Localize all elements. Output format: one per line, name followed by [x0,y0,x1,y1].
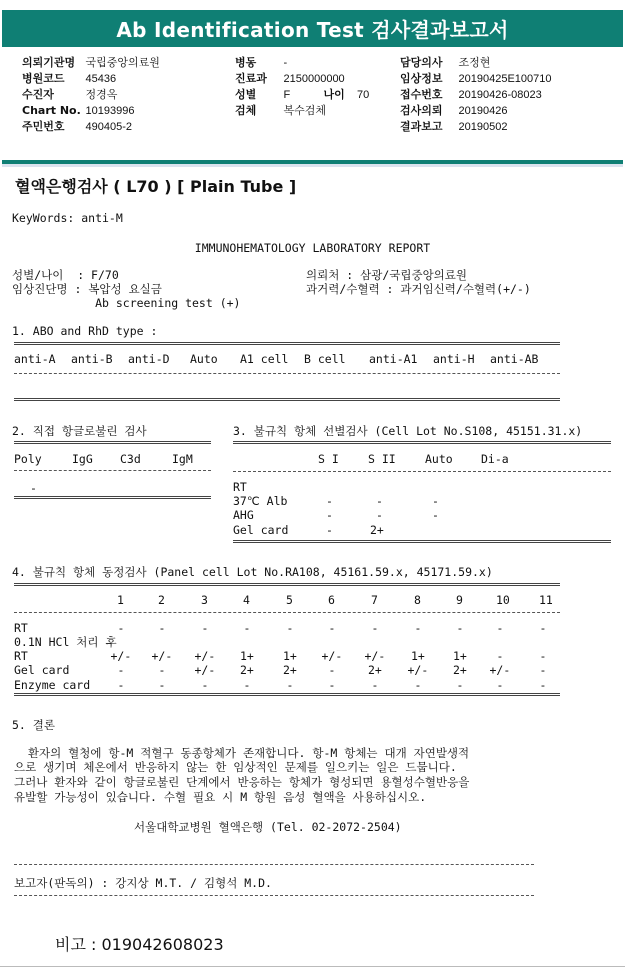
abo-top-rule [14,342,560,345]
page-bottom-rule [0,966,625,967]
info-age-value: 70 [357,89,370,101]
screen-bottom-rule [233,540,611,543]
panel-cell: - [539,649,547,663]
info-sex: 성별 F 나이 70 [235,88,370,101]
info-department: 진료과 2150000000 [235,72,345,85]
info-patient-name: 수진자 정경옥 [22,88,118,101]
info-specimen: 검체 복수검체 [235,104,327,117]
panel-row-label: Enzyme card [14,678,91,692]
section-title: 혈액은행검사 ( L70 ) [ Plain Tube ] [15,177,297,196]
report-heading: IMMUNOHEMATOLOGY LABORATORY REPORT [194,241,431,255]
panel-cell: +/- [364,649,386,663]
info-report-date: 결과보고 20190502 [400,120,508,133]
panel-header-5: 5 [286,593,293,607]
panel-cell: - [539,621,547,635]
panel-header-11: 11 [539,593,553,607]
panel-cell: +/- [407,663,429,677]
info-doctor: 담당의사 조정현 [400,56,491,69]
abo-header-3: anti-D [128,352,170,366]
panel-header-10: 10 [496,593,510,607]
panel-cell: - [117,663,125,677]
screen-cell: - [326,508,333,522]
info-col-3 [400,55,551,135]
panel-cell: - [328,621,336,635]
footer-note: 비고 : 019042608023 [55,935,224,954]
requester: 의뢰처 : 삼광/국립중앙의료원 [306,268,468,282]
screen-row-label: AHG [233,508,254,522]
info-age-label: 나이 [323,88,345,101]
info-receipt-no: 접수번호 20190426-08023 [400,88,542,101]
panel-cell: 2+ [453,663,467,677]
panel-cell: - [456,621,464,635]
hospital-contact: 서울대학교병원 혈액은행 (Tel. 02-2072-2504) [134,820,402,834]
panel-cell: 2+ [283,663,297,677]
screen-header-s1: S I [318,452,339,466]
conclusion-line: 그러나 환자와 같이 항글로불린 단계에서 반응하는 항체가 형성되면 용혈성수혈반응을 [14,775,470,789]
panel-cell: +/- [321,649,343,663]
panel-cell: 1+ [411,649,425,663]
info-chart-no: Chart No. 10193996 [22,104,135,117]
dat-header-igg: IgG [72,452,93,466]
abo-header-7: anti-A1 [369,352,418,366]
dat-top-rule [14,441,211,444]
panel-bottom-rule [14,693,560,696]
screen-header-rule [233,471,611,472]
panel-cell: - [286,621,294,635]
panel-cell: - [328,663,336,677]
abo-title: 1. ABO and RhD type : [12,324,158,338]
info-clinical: 임상정보 20190425E100710 [400,72,552,85]
screen-top-rule [233,441,611,444]
dat-header-igm: IgM [172,452,193,466]
panel-cell: - [243,621,251,635]
info-institution: 의뢰기관명 국립중앙의료원 [22,56,160,69]
keywords: KeyWords: anti-M [12,211,123,225]
dat-header-rule [14,470,211,471]
screen-row-label: RT [233,480,247,494]
panel-title: 4. 불규칙 항체 동정검사 (Panel cell Lot No.RA108, 45161.59.x, 45171.59.x) [12,565,493,579]
panel-cell: - [117,678,125,692]
panel-cell: - [201,678,209,692]
panel-cell: - [158,678,166,692]
panel-cell: +/- [110,649,132,663]
panel-cell: - [456,678,464,692]
conclusion-title: 5. 결론 [12,718,55,732]
panel-cell: +/- [194,649,216,663]
panel-cell: - [539,663,547,677]
abo-bottom-rule [14,398,560,401]
panel-header-3: 3 [201,593,208,607]
panel-header-9: 9 [456,593,463,607]
panel-cell: +/- [194,663,216,677]
screen-header-s2: S II [368,452,396,466]
abo-header-rule [14,373,560,374]
panel-row-label: 0.1N HCl 처리 후 [14,635,117,649]
info-col-2 [235,55,369,119]
panel-cell: - [496,678,504,692]
dat-title: 2. 직접 항글로불린 검사 [12,424,147,438]
dat-header-poly: Poly [14,452,42,466]
screening-note: Ab screening test (+) [12,296,241,310]
screen-cell: - [432,494,439,508]
panel-cell: - [496,621,504,635]
panel-row-label: RT [14,649,28,663]
dat-bottom-rule [14,496,211,499]
diagnosis: 임상진단명 : 복압성 요실금 [12,282,162,296]
screen-cell: - [376,508,383,522]
sex-age: 성별/나이 : F/70 [12,268,119,282]
info-request-date: 검사의뢰 20190426 [400,104,508,117]
dat-header-c3d: C3d [120,452,141,466]
history: 과거력/수혈력 : 과거임신력/수혈력(+/-) [306,282,531,296]
conclusion-line: 으로 생기며 체온에서 반응하지 않는 한 임상적인 문제를 일으키는 일은 드뭅니다. [14,760,457,774]
panel-header-8: 8 [414,593,421,607]
panel-top-rule [14,583,560,586]
abo-header-4: Auto [190,352,218,366]
panel-cell: - [328,678,336,692]
panel-header-7: 7 [371,593,378,607]
panel-header-1: 1 [117,593,124,607]
panel-cell: +/- [151,649,173,663]
screen-cell: - [326,523,333,537]
panel-header-rule [14,612,560,613]
reporter-bottom-rule [14,895,534,896]
panel-row-label: RT [14,621,28,635]
screen-row-label: Gel card [233,523,289,537]
abo-header-8: anti-H [433,352,475,366]
panel-cell: - [414,678,422,692]
panel-cell: - [371,678,379,692]
report-title-banner: Ab Identification Test 검사결과보고서 [2,10,623,47]
panel-cell: - [117,621,125,635]
panel-cell: 2+ [368,663,382,677]
info-ward: 병동 - [235,56,288,69]
reporter: 보고자(판독의) : 강지상 M.T. / 김형석 M.D. [14,876,272,890]
abo-header-5: A1 cell [240,352,289,366]
screen-title: 3. 불규칙 항체 선별검사 (Cell Lot No.S108, 45151.31.x) [233,424,583,438]
panel-cell: 1+ [453,649,467,663]
screen-cell: - [432,508,439,522]
abo-header-9: anti-AB [490,352,539,366]
panel-cell: - [201,621,209,635]
panel-header-6: 6 [328,593,335,607]
screen-cell: - [326,494,333,508]
dat-value: - [30,481,37,495]
info-hospital-code: 병원코드 45436 [22,72,117,85]
panel-cell: - [158,621,166,635]
screen-header-auto: Auto [425,452,453,466]
screen-header-dia: Di-a [481,452,509,466]
panel-cell: - [286,678,294,692]
panel-header-4: 4 [243,593,250,607]
panel-cell: - [539,678,547,692]
panel-cell: 1+ [240,649,254,663]
info-col-1 [22,55,160,135]
panel-cell: - [371,621,379,635]
abo-header-6: B cell [304,352,346,366]
panel-cell: - [414,621,422,635]
abo-header-1: anti-A [14,352,56,366]
conclusion-line: 유발할 가능성이 있습니다. 수혈 필요 시 M 항원 음성 혈액을 사용하십시오. [14,790,427,804]
panel-cell: - [496,649,504,663]
conclusion-line: 환자의 혈청에 항-M 적혈구 동종항체가 존재합니다. 항-M 항체는 대개 자연발생적 [14,746,470,760]
info-resident-no: 주민번호 490405-2 [22,120,132,133]
screen-cell: - [376,494,383,508]
screen-row-label: 37℃ Alb [233,494,288,508]
screen-cell: 2+ [370,523,384,537]
reporter-top-rule [14,864,534,865]
panel-row-label: Gel card [14,663,70,677]
panel-cell: - [158,663,166,677]
panel-cell: +/- [489,663,511,677]
panel-cell: - [243,678,251,692]
abo-header-2: anti-B [71,352,113,366]
panel-header-2: 2 [158,593,165,607]
header-divider-shadow [2,164,623,167]
panel-cell: 2+ [240,663,254,677]
panel-cell: 1+ [283,649,297,663]
